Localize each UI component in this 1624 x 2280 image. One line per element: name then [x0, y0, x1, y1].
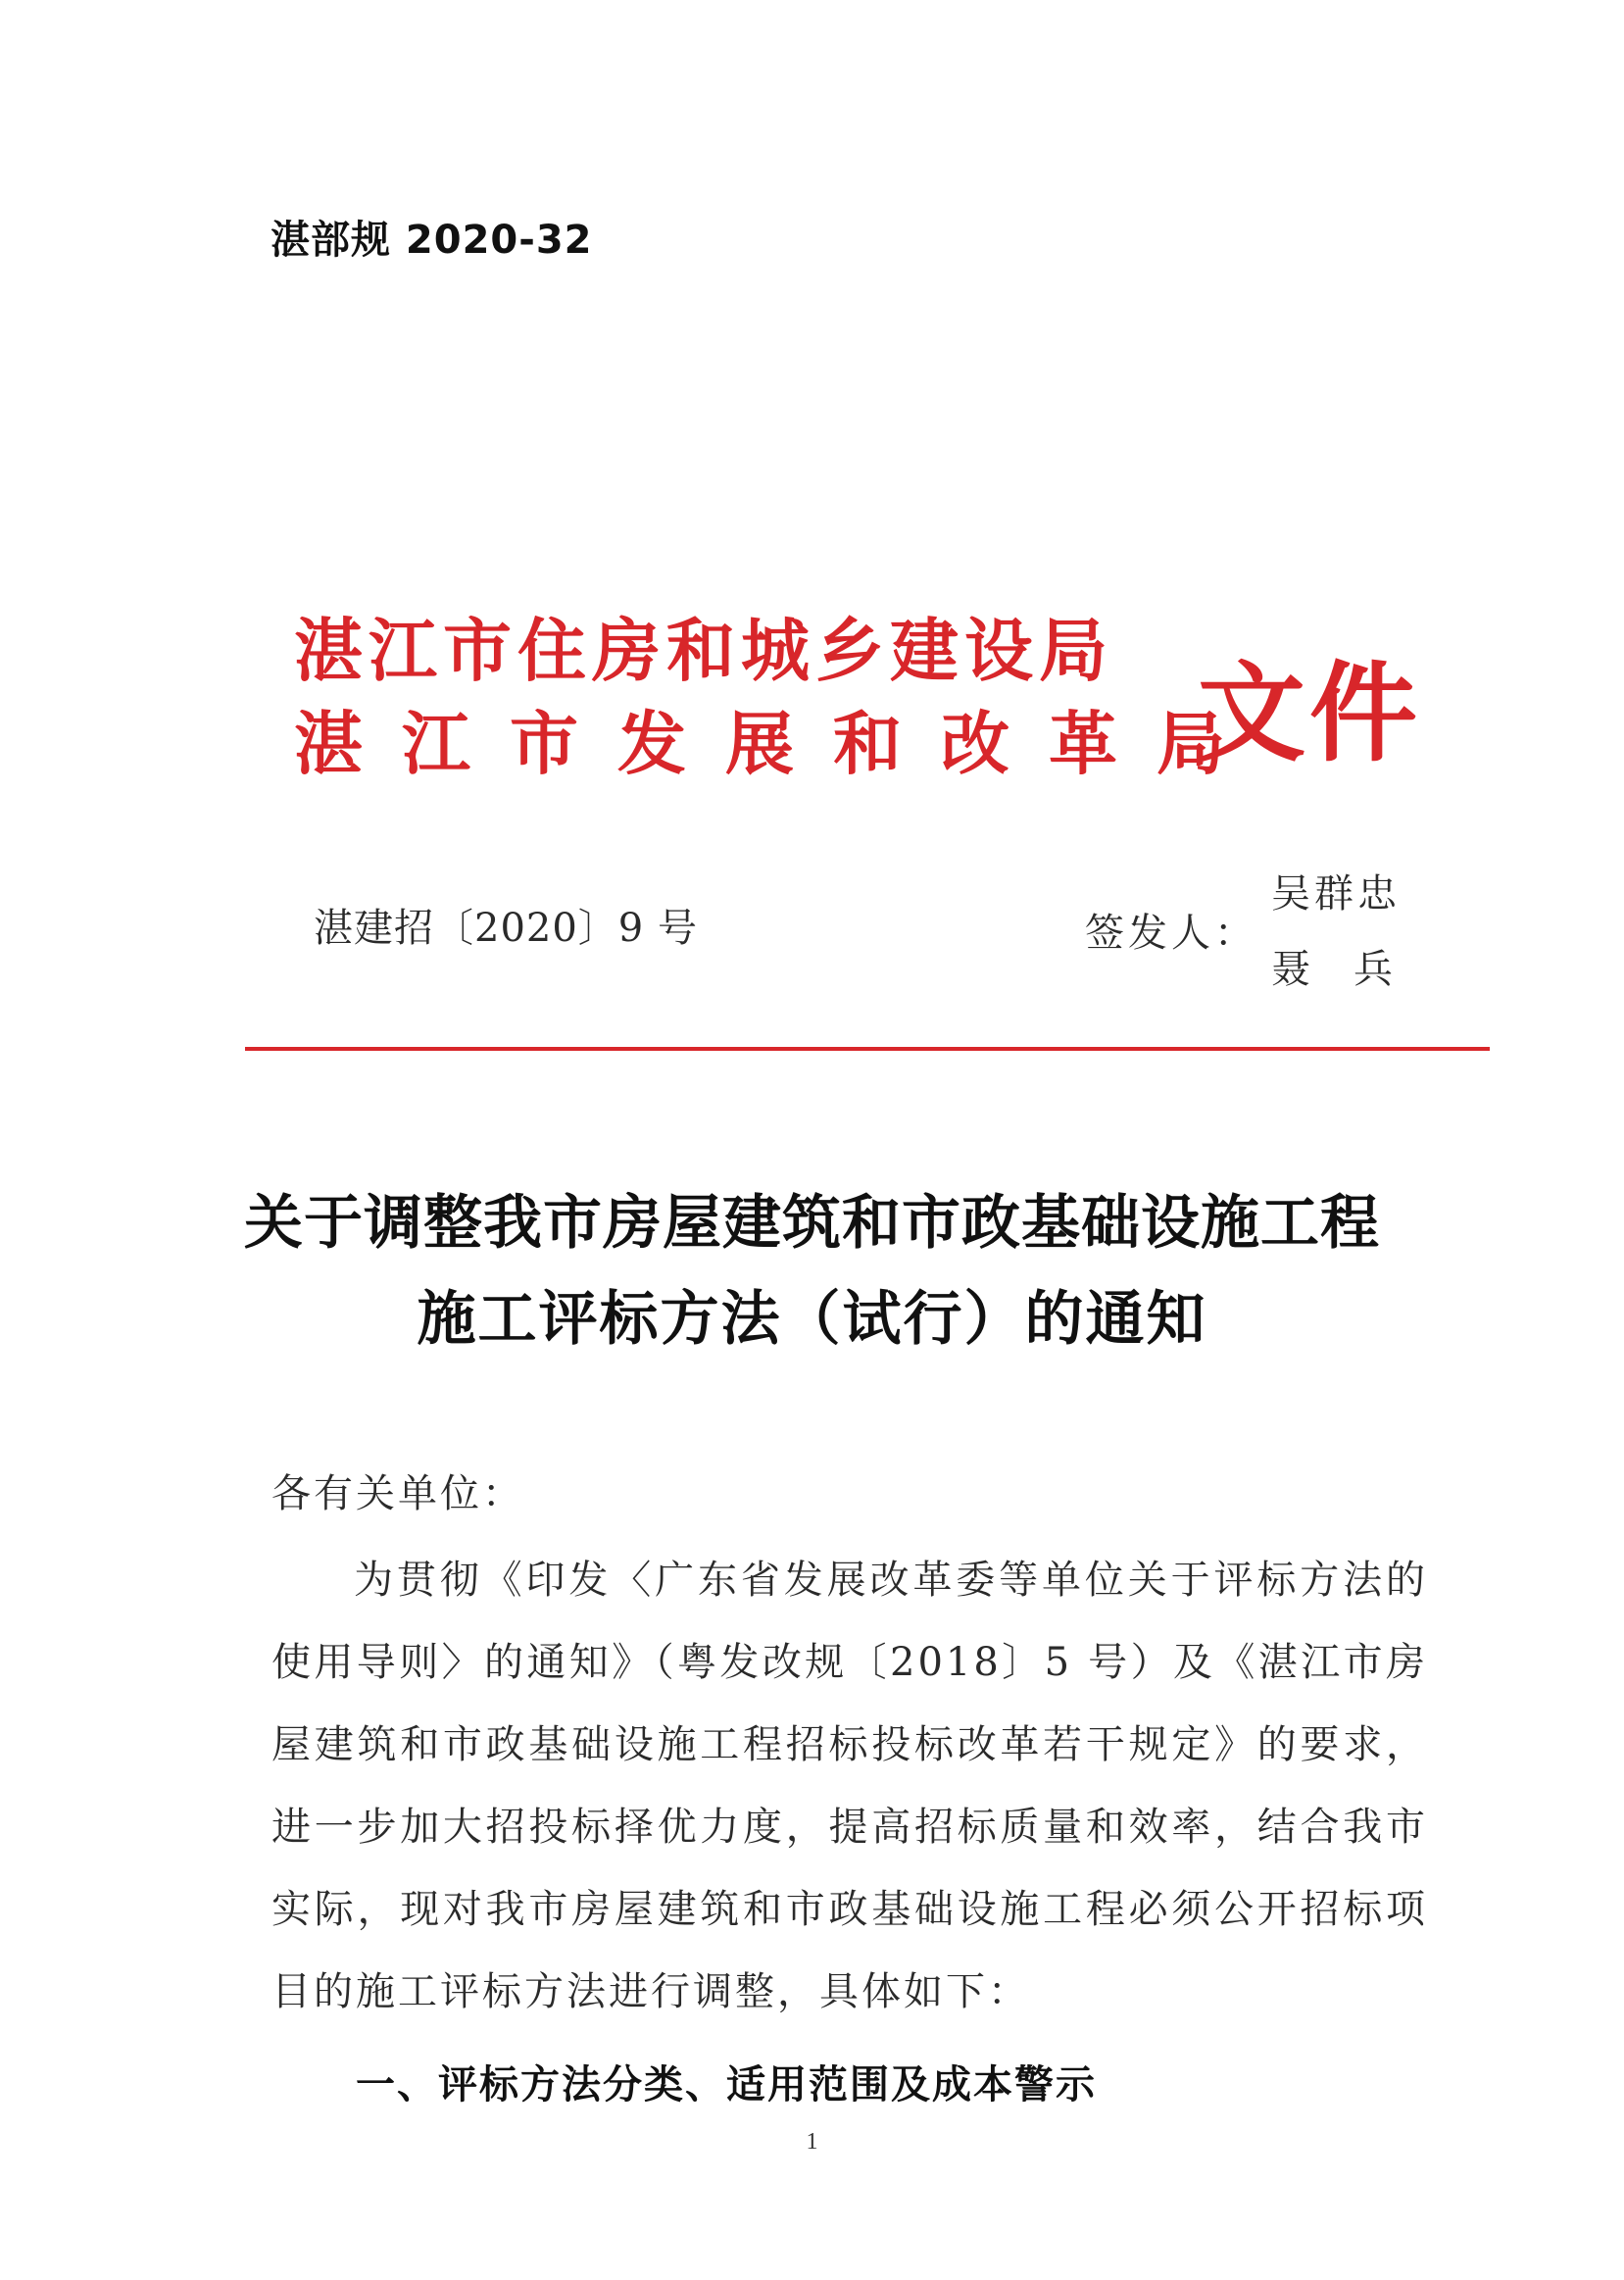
document-title-line-1: 关于调整我市房屋建筑和市政基础设施工程 — [244, 1189, 1380, 1258]
issuer-line-2: 湛江市发展和改革局 — [294, 703, 1264, 784]
red-divider-line — [245, 1047, 1490, 1051]
page-number: 1 — [806, 2129, 818, 2155]
signer-name-2: 聂兵 — [1271, 947, 1436, 992]
document-number: 湛建招〔2020〕9 号 — [314, 906, 698, 951]
document-title-line-2: 施工评标方法（试行）的通知 — [417, 1285, 1207, 1354]
body-paragraph: 为贯彻《印发〈广东省发展改革委等单位关于评标方法的使用导则〉的通知》（粤发改规〔2018〕5 号）及《湛江市房屋建筑和市政基础设施工程招标投标改革若干规定》的要求，进一步加大招投标择优力度，提高招标质量和效率，结合我市实际，现对我市房屋建筑和市政基础设施工程必须公开招标项目的施工评标方法进行调整，具体如下： — [271, 1558, 1428, 2014]
signer-name-1: 吴群忠 — [1271, 871, 1401, 917]
signer-label: 签发人： — [1085, 911, 1257, 956]
section-heading-1: 一、评标方法分类、适用范围及成本警示 — [356, 2062, 1097, 2107]
issuer-line-1: 湛江市住房和城乡建设局 — [294, 610, 1113, 691]
issuer-document-word: 文件 — [1198, 650, 1421, 776]
document-code: 湛部规 2020-32 — [271, 218, 593, 263]
salutation: 各有关单位： — [271, 1471, 524, 1516]
